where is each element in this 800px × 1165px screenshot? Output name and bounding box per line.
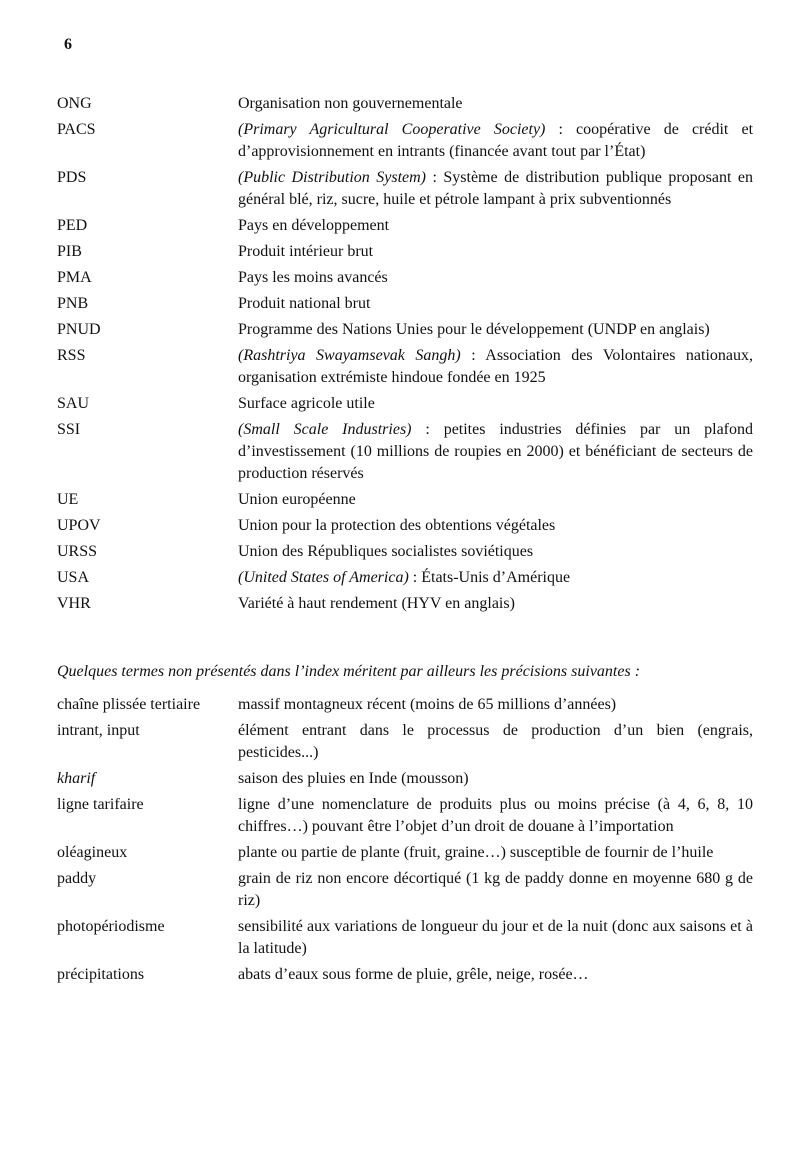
abbreviation-definition: (United States of America) : États-Unis d’Amérique [238, 569, 571, 586]
definition-italic-part: (Public Distribution System) [238, 169, 427, 186]
abbreviation-definition: Organisation non gouvernementale [238, 95, 463, 112]
abbreviation-definition: Union pour la protection des obtentions végétales [238, 517, 556, 534]
abbreviation-row [57, 515, 753, 537]
abbreviation-row [57, 393, 753, 415]
glossary-definition: sensibilité aux variations de longueur du jour et de la nuit (donc aux saisons et à la latitude) [238, 918, 753, 957]
abbreviation-label: UE [57, 491, 79, 508]
glossary-term: kharif [57, 770, 96, 787]
glossary-definition: grain de riz non encore décortiqué (1 kg de paddy donne en moyenne 680 g de riz) [238, 870, 753, 909]
abbreviation-definition: Produit intérieur brut [238, 243, 374, 260]
abbreviation-label: PACS [57, 121, 96, 138]
glossary-row [57, 794, 753, 838]
abbreviation-definition: Variété à haut rendement (HYV en anglais) [238, 595, 515, 612]
abbreviation-label: PNB [57, 295, 89, 312]
abbreviation-label: SSI [57, 421, 81, 438]
abbreviation-row [57, 593, 753, 615]
glossary-definition: saison des pluies en Inde (mousson) [238, 770, 469, 787]
definition-italic-part: (United States of America) [238, 569, 409, 586]
abbreviation-definition: Union des Républiques socialistes soviétiques [238, 543, 534, 560]
glossary-row [57, 964, 753, 986]
glossary-row [57, 868, 753, 912]
abbreviation-row [57, 167, 753, 211]
glossary-term: ligne tarifaire [57, 796, 144, 813]
glossary-row [57, 916, 753, 960]
abbreviation-row [57, 489, 753, 511]
abbreviation-label: PED [57, 217, 88, 234]
abbreviation-label: PNUD [57, 321, 101, 338]
glossary-term: photopériodisme [57, 918, 165, 935]
abbreviation-label: URSS [57, 543, 98, 560]
abbreviation-definition: (Small Scale Industries) : petites industries définies par un plafond d’investissement (10 millions de roupies en 2000) et bénéficiant de secteurs de production réservés [238, 421, 753, 482]
abbreviation-label: PMA [57, 269, 92, 286]
glossary-definition: plante ou partie de plante (fruit, graine…) susceptible de fournir de l’huile [238, 844, 714, 861]
abbreviation-definition: (Rashtriya Swayamsevak Sangh) : Association des Volontaires nationaux, organisation extrémiste hindoue fondée en 1925 [238, 347, 754, 386]
abbreviation-row [57, 293, 753, 315]
definition-italic-part: (Primary Agricultural Cooperative Society) [238, 121, 546, 138]
abbreviation-list [57, 93, 753, 615]
abbreviation-label: UPOV [57, 517, 101, 534]
glossary-term: précipitations [57, 966, 145, 983]
abbreviation-label: PDS [57, 169, 87, 186]
abbreviation-label: USA [57, 569, 90, 586]
glossary-definition: élément entrant dans le processus de production d’un bien (engrais, pesticides...) [238, 722, 753, 761]
glossary-row [57, 842, 753, 864]
abbreviation-row [57, 267, 753, 289]
glossary-list [57, 694, 753, 986]
glossary-definition: abats d’eaux sous forme de pluie, grêle, neige, rosée… [238, 966, 589, 983]
page-number: 6 [64, 36, 72, 53]
abbreviation-label: VHR [57, 595, 91, 612]
abbreviation-row [57, 319, 753, 341]
glossary-term: oléagineux [57, 844, 128, 861]
abbreviation-row [57, 419, 753, 485]
abbreviation-label: SAU [57, 395, 90, 412]
abbreviation-label: PIB [57, 243, 82, 260]
abbreviation-row [57, 215, 753, 237]
abbreviation-definition: Pays en développement [238, 217, 390, 234]
abbreviation-row [57, 567, 753, 589]
abbreviation-definition: (Public Distribution System) : Système de distribution publique proposant en général blé, riz, sucre, huile et pétrole lampant à prix subventionnés [238, 169, 753, 208]
abbreviation-definition: Surface agricole utile [238, 395, 375, 412]
glossary-term: chaîne plissée tertiaire [57, 696, 201, 713]
definition-italic-part: (Small Scale Industries) [238, 421, 412, 438]
abbreviation-definition: Produit national brut [238, 295, 371, 312]
definition-italic-part: (Rashtriya Swayamsevak Sangh) [238, 347, 461, 364]
abbreviation-row [57, 345, 753, 389]
abbreviation-row [57, 541, 753, 563]
abbreviation-label: RSS [57, 347, 86, 364]
glossary-row [57, 720, 753, 764]
abbreviation-definition: Pays les moins avancés [238, 269, 388, 286]
abbreviation-label: ONG [57, 95, 92, 112]
abbreviation-definition: Programme des Nations Unies pour le développement (UNDP en anglais) [238, 321, 710, 338]
abbreviation-definition: (Primary Agricultural Cooperative Society) : coopérative de crédit et d’approvisionnement en intrants (financée avant tout par l’État) [238, 121, 754, 160]
glossary-definition: massif montagneux récent (moins de 65 millions d’années) [238, 696, 617, 713]
abbreviation-row [57, 241, 753, 263]
glossary-intro: Quelques termes non présentés dans l’index méritent par ailleurs les précisions suivantes : [57, 663, 641, 680]
glossary-term: paddy [57, 870, 97, 887]
glossary-row [57, 768, 753, 790]
glossary-row [57, 694, 753, 716]
abbreviation-row [57, 93, 753, 115]
abbreviation-definition: Union européenne [238, 491, 356, 508]
glossary-term: intrant, input [57, 722, 140, 739]
glossary-definition: ligne d’une nomenclature de produits plus ou moins précise (à 4, 6, 8, 10 chiffres…) pouvant être l’objet d’un droit de douane à l’importation [238, 796, 753, 835]
abbreviation-row [57, 119, 753, 163]
